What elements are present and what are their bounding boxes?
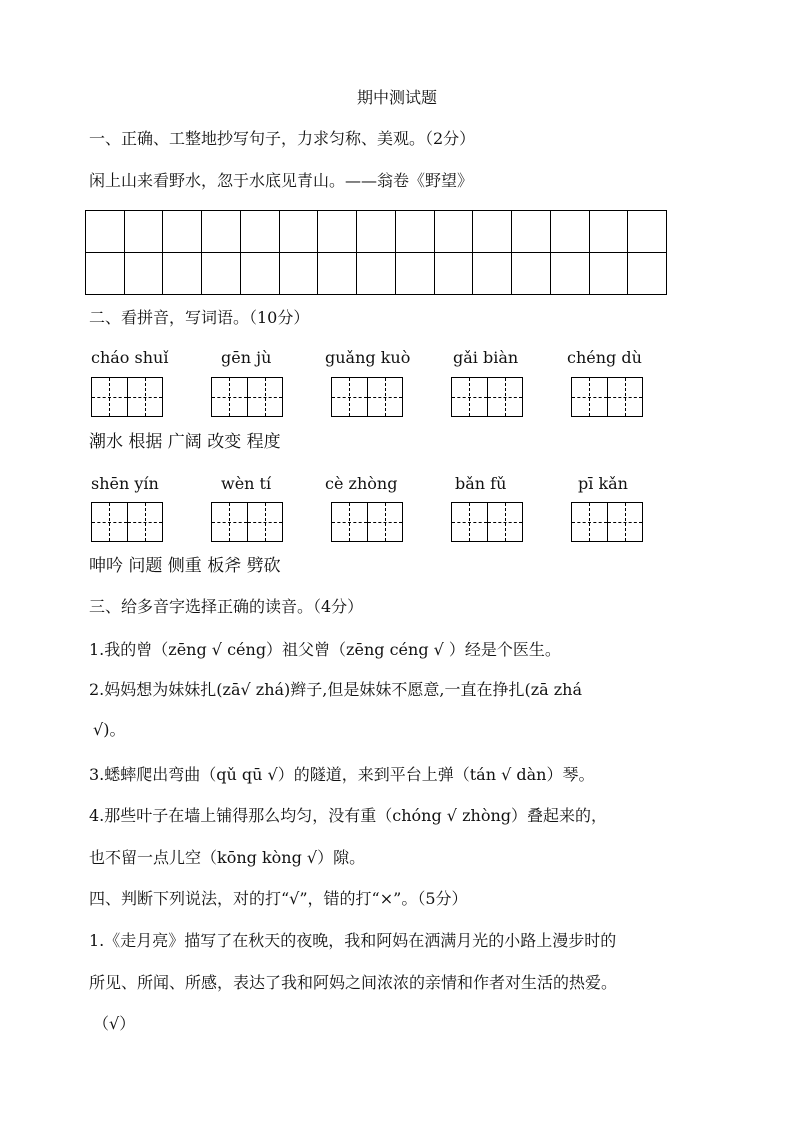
grid-cell[interactable] <box>86 253 125 295</box>
grid-cell[interactable] <box>280 253 319 295</box>
grid-cell[interactable] <box>318 211 357 253</box>
grid-cell[interactable] <box>628 211 667 253</box>
section4-question-1-cont: 所见、所闻、所感，表达了我和阿妈之间浓浓的亲情和作者对生活的热爱。 <box>89 973 618 992</box>
pinyin-label: cè zhòng <box>325 474 398 493</box>
pinyin-label: gǎi biàn <box>453 348 519 367</box>
section2-heading: 二、看拼音，写词语。（10分） <box>89 308 310 327</box>
pinyin-label: guǎng kuò <box>325 348 411 367</box>
tianzige-box[interactable] <box>331 377 403 417</box>
grid-cell[interactable] <box>435 253 474 295</box>
grid-cell[interactable] <box>202 211 241 253</box>
pinyin-label: chéng dù <box>567 348 642 367</box>
grid-cell[interactable] <box>163 211 202 253</box>
pinyin-label: gēn jù <box>221 348 272 367</box>
tianzige-box[interactable] <box>91 502 163 542</box>
grid-cell[interactable] <box>241 211 280 253</box>
section3-question-2-cont: √)。 <box>93 720 126 739</box>
copy-writing-grid[interactable] <box>85 210 667 295</box>
section3-heading: 三、给多音字选择正确的读音。（4分） <box>89 597 364 616</box>
pinyin-label: shēn yín <box>91 474 159 493</box>
grid-cell[interactable] <box>551 253 590 295</box>
section3-question-1: 1.我的曾（zēng √ céng）祖父曾（zēng céng √ ）经是个医生。 <box>89 640 561 659</box>
section3-question-4: 4.那些叶子在墙上铺得那么均匀，没有重（chóng √ zhòng）叠起来的， <box>89 806 607 825</box>
row2-answers: 呻吟 问题 侧重 板斧 劈砍 <box>89 556 281 576</box>
section1-sentence: 闲上山来看野水，忽于水底见青山。——翁卷《野望》 <box>89 171 474 190</box>
section3-question-2: 2.妈妈想为妹妹扎(zā√ zhá)辫子,但是妹妹不愿意,一直在挣扎(zā zhá <box>89 680 583 699</box>
section3-question-4-cont: 也不留一点儿空（kōng kòng √）隙。 <box>89 848 366 867</box>
tianzige-box[interactable] <box>331 502 403 542</box>
grid-cell[interactable] <box>473 253 512 295</box>
pinyin-label: cháo shuǐ <box>91 348 169 367</box>
pinyin-label: wèn tí <box>221 474 272 493</box>
section1-heading: 一、正确、工整地抄写句子，力求匀称、美观。（2分） <box>89 129 476 148</box>
section4-question-1-answer: （√） <box>93 1014 136 1033</box>
grid-cell[interactable] <box>357 253 396 295</box>
grid-cell[interactable] <box>125 211 164 253</box>
grid-cell[interactable] <box>551 211 590 253</box>
grid-cell[interactable] <box>125 253 164 295</box>
tianzige-box[interactable] <box>451 377 523 417</box>
tianzige-box[interactable] <box>571 377 643 417</box>
tianzige-box[interactable] <box>91 377 163 417</box>
grid-cell[interactable] <box>396 253 435 295</box>
grid-cell[interactable] <box>590 211 629 253</box>
grid-cell[interactable] <box>357 211 396 253</box>
tianzige-box[interactable] <box>571 502 643 542</box>
grid-cell[interactable] <box>628 253 667 295</box>
section4-question-1: 1.《走月亮》描写了在秋天的夜晚，我和阿妈在洒满月光的小路上漫步时的 <box>89 931 617 950</box>
section3-question-3: 3.蟋蟀爬出弯曲（qǔ qū √）的隧道，来到平台上弹（tán √ dàn）琴。 <box>89 765 595 784</box>
grid-cell[interactable] <box>435 211 474 253</box>
grid-cell[interactable] <box>318 253 357 295</box>
section4-heading: 四、判断下列说法，对的打“√”，错的打“×”。（5分） <box>89 889 468 908</box>
pinyin-label: bǎn fǔ <box>455 474 507 493</box>
grid-cell[interactable] <box>512 253 551 295</box>
pinyin-label: pī kǎn <box>578 474 628 493</box>
grid-cell[interactable] <box>86 211 125 253</box>
grid-cell[interactable] <box>280 211 319 253</box>
row1-answers: 潮水 根据 广阔 改变 程度 <box>89 432 281 452</box>
page-title: 期中测试题 <box>356 88 437 107</box>
tianzige-box[interactable] <box>211 502 283 542</box>
grid-cell[interactable] <box>163 253 202 295</box>
grid-cell[interactable] <box>590 253 629 295</box>
grid-cell[interactable] <box>396 211 435 253</box>
tianzige-box[interactable] <box>211 377 283 417</box>
grid-cell[interactable] <box>473 211 512 253</box>
tianzige-box[interactable] <box>451 502 523 542</box>
grid-cell[interactable] <box>202 253 241 295</box>
grid-cell[interactable] <box>241 253 280 295</box>
grid-cell[interactable] <box>512 211 551 253</box>
